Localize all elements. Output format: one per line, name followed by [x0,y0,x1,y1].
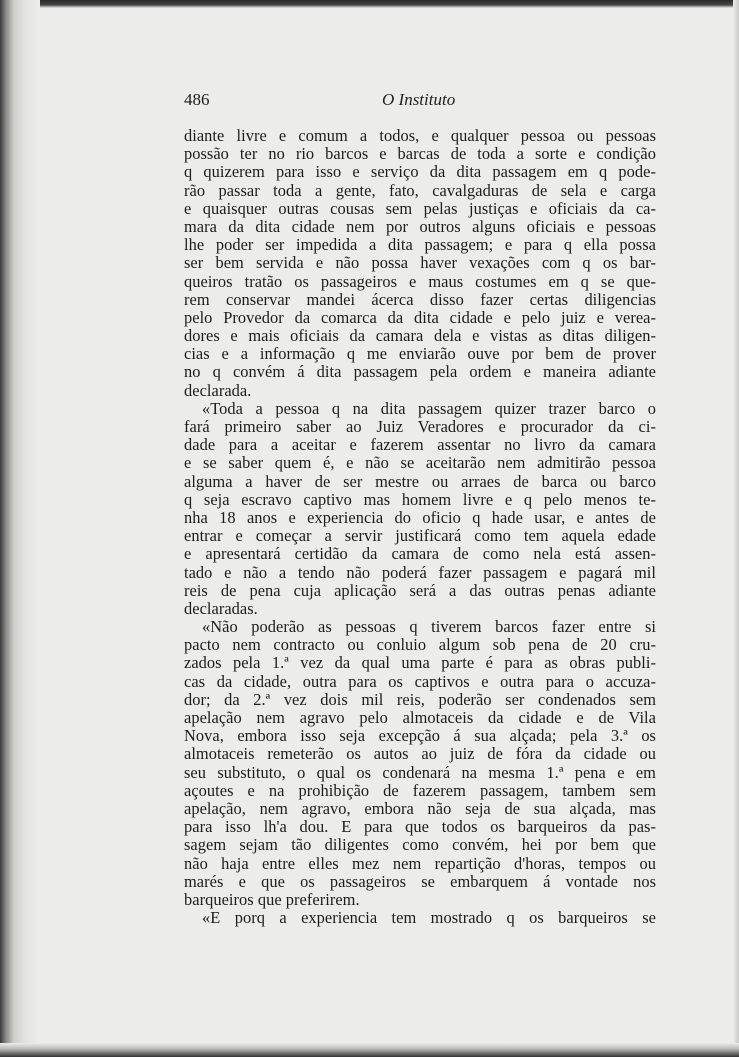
text-line: dores e mais oficiais da camara dela e vistas as ditas diligen- [184,326,656,346]
text-line: queiros tratão os passageiros e maus costumes em q se que- [184,271,656,291]
text-line: entrar e começar a servir justificará como tem aquela edade [184,526,656,546]
text-line: alguma a haver de ser mestre ou arraes de barca ou barco [184,471,656,491]
running-title: O Instituto [382,90,456,109]
text-line: e se saber quem é, e não se aceitarão nem admitirão pessoa [184,453,656,473]
text-line: almotaceis remeterão os autos ao juiz de fóra da cidade ou [184,744,656,764]
text-line: pacto nem contracto ou conluio algum sob pena de 20 cru- [184,635,656,655]
text-line: sagem sejam tão diligentes como convém, hei por bem que [184,835,656,855]
text-line: «E porq a experiencia tem mostrado q os barqueiros se [202,908,656,928]
text-line: rem conservar mandei ácerca disso fazer certas diligencias [184,289,656,309]
text-line: nha 18 anos e experiencia do oficio q hade usar, e antes de [184,507,656,527]
text-line: «Não poderão as pessoas q tiverem barcos fazer entre si [202,617,656,637]
page-bottom-edge [0,1043,739,1057]
text-line: declaradas. [184,598,258,618]
body-text [184,127,656,927]
text-line: lhe poder ser impedida a dita passagem; e para q ella possa [184,235,656,255]
text-line: possão ter no rio barcos e barcas de toda a sorte e condição [184,144,656,164]
text-line: apelação, nem agravo, embora não seja de sua alçada, mas [184,798,656,818]
page-gutter-shadow [0,0,40,1057]
text-line: no q convém á dita passagem pela ordem e maneira adiante [184,362,656,382]
text-line: seu substituto, o qual os condenará na mesma 1.ª pena e em [184,762,656,782]
text-line: Nova, embora isso seja excepção á sua alçada; pela 3.ª os [184,726,656,746]
text-line: ser bem servida e não possa haver vexações com q os bar- [184,253,656,273]
text-line: «Toda a pessoa q na dita passagem quizer trazer barco o [202,398,656,418]
page-right-edge [733,0,739,1057]
text-line: cias e a informação q me enviarão ouve por bem de prover [184,344,656,364]
text-line: zados pela 1.ª vez da qual uma parte é para as obras publi- [184,653,656,673]
text-line: q seja escravo captivo mas homem livre e q pelo menos te- [184,489,656,509]
page-top-edge [0,0,739,8]
text-line: mara da dita cidade nem por outros alguns oficiais e pessoas [184,216,656,236]
text-line: q quizerem para isso e serviço da dita passagem em q pode- [184,162,656,182]
text-line: diante livre e comum a todos, e qualquer pessoa ou pessoas [184,126,656,145]
text-line: não haja entre elles mez nem repartição d'horas, tempos ou [184,853,656,873]
text-line: marés e que os passageiros se embarquem á vontade nos [184,871,656,891]
text-line: açoutes e na prohibição de fazerem passagem, tambem sem [184,780,656,800]
text-line: pelo Provedor da comarca da dita cidade e pelo juiz e verea- [184,307,656,327]
text-line: rão passar toda a gente, fato, cavalgaduras de sela e carga [184,180,656,200]
text-line: para isso lh'a dou. E para que todos os barqueiros da pas- [184,817,656,837]
text-line: reis de pena cuja aplicação será a das outras penas adiante [184,580,656,600]
running-header [184,90,656,114]
text-line: apelação nem agravo pelo almotaceis da cidade e de Vila [184,708,656,727]
text-line: cas da cidade, outra para os captivos e outra para o accuza- [184,671,656,691]
page-number: 486 [184,90,210,109]
text-line: e quaisquer outras cousas sem pelas justiças e oficiais da ca- [184,198,656,218]
text-line: e apresentará certidão da camara de como nela está assen- [184,544,656,564]
text-line: dor; da 2.ª vez dois mil reis, poderão ser condenados sem [184,689,656,709]
text-line: declarada. [184,380,252,400]
text-line: dade para a aceitar e fazerem assentar no livro da camara [184,435,656,455]
text-line: fará primeiro saber ao Juiz Veradores e procurador da ci- [184,417,656,436]
text-line: tado e não a tendo não poderá fazer passagem e pagará mil [184,562,656,582]
text-line: barqueiros que preferirem. [184,889,360,909]
